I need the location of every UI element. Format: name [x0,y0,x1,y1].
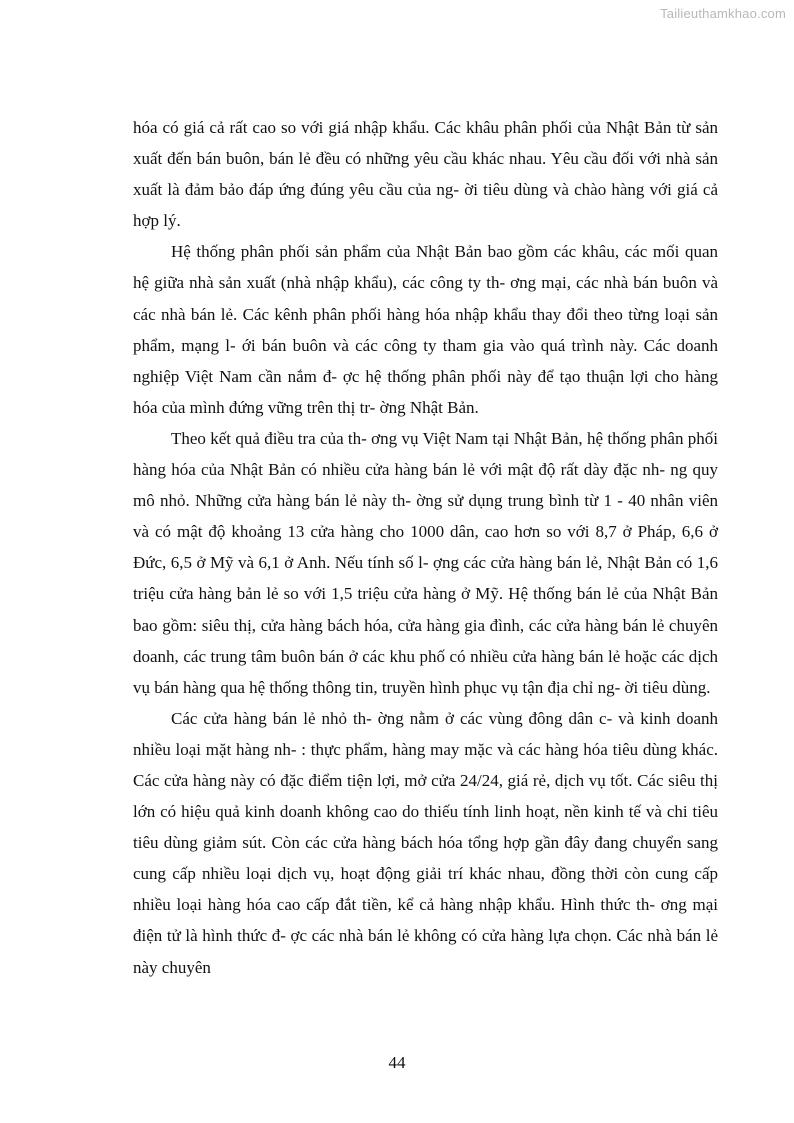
paragraph-distribution-system: Hệ thống phân phối sản phẩm của Nhật Bản bao gồm các khâu, các mối quan hệ giữa nhà sản xuất (nhà nhập khẩu), các công ty th- ơng mại, các nhà bán buôn và các nhà bán lẻ. Các kênh phân phối hàng hóa nhập khẩu thay đổi theo từng loại sản phẩm, mạng l- ới bán buôn và các công ty tham gia vào quá trình này. Các doanh nghiệp Việt Nam cần nắm đ- ợc hệ thống phân phối này để tạo thuận lợi cho hàng hóa của mình đứng vững trên thị tr- ờng Nhật Bản. [133,242,718,417]
paragraph-continuation: hóa có giá cả rất cao so với giá nhập khẩu. Các khâu phân phối của Nhật Bản từ sản xuất đến bán buôn, bán lẻ đều có những yêu cầu khác nhau. Yêu cầu đối với nhà sản xuất là đảm bảo đáp ứng đúng yêu cầu của ng- ời tiêu dùng và chào hàng với giá cả hợp lý. [133,118,718,231]
page-number: 44 [388,1053,406,1072]
paragraph-retail-survey: Theo kết quả điều tra của th- ơng vụ Việt Nam tại Nhật Bản, hệ thống phân phối hàng hóa của Nhật Bản có nhiều cửa hàng bán lẻ với mật độ rất dày đặc nh- ng quy mô nhỏ. Những cửa hàng bán lẻ này th- ờng sử dụng trung bình từ 1 - 40 nhân viên và có mật độ khoảng 13 cửa hàng cho 1000 dân, cao hơn so với 8,7 ở Pháp, 6,6 ở Đức, 6,5 ở Mỹ và 6,1 ở Anh. Nếu tính số l- ợng các cửa hàng bán lẻ, Nhật Bản có 1,6 triệu cửa hàng bản lẻ so với 1,5 triệu cửa hàng ở Mỹ. Hệ thống bán lẻ của Nhật Bản bao gồm: siêu thị, cửa hàng bách hóa, cửa hàng gia đình, các cửa hàng bán lẻ chuyên doanh, các trung tâm buôn bán ở các khu phố có nhiều cửa hàng bán lẻ hoặc các dịch vụ bán hàng qua hệ thống thông tin, truyền hình phục vụ tận địa chỉ ng- ời tiêu dùng. [133,428,718,697]
paragraph-small-retail-stores: Các cửa hàng bán lẻ nhỏ th- ờng nằm ở các vùng đông dân c- và kinh doanh nhiều loại mặt hàng nh- : thực phẩm, hàng may mặc và các hàng hóa tiêu dùng khác. Các cửa hàng này có đặc điểm tiện lợi, mở cửa 24/24, giá rẻ, dịch vụ tốt. Các siêu thị lớn có hiệu quả kinh doanh không cao do thiếu tính linh hoạt, nền kinh tế và chi tiêu tiêu dùng giảm sút. Còn các cửa hàng bách hóa tổng hợp gần đây đang chuyển sang cung cấp nhiều loại dịch vụ, hoạt động giải trí khác nhau, đồng thời còn cung cấp nhiều loại hàng hóa cao cấp đắt tiền, kể cả hàng nhập khẩu. Hình thức th- ơng mại điện tử là hình thức đ- ợc các nhà bán lẻ không có cửa hàng lựa chọn. Các nhà bán lẻ này chuyên [133,708,718,977]
site-watermark: Tailieuthamkhao.com [660,6,786,21]
document-body [133,112,718,983]
